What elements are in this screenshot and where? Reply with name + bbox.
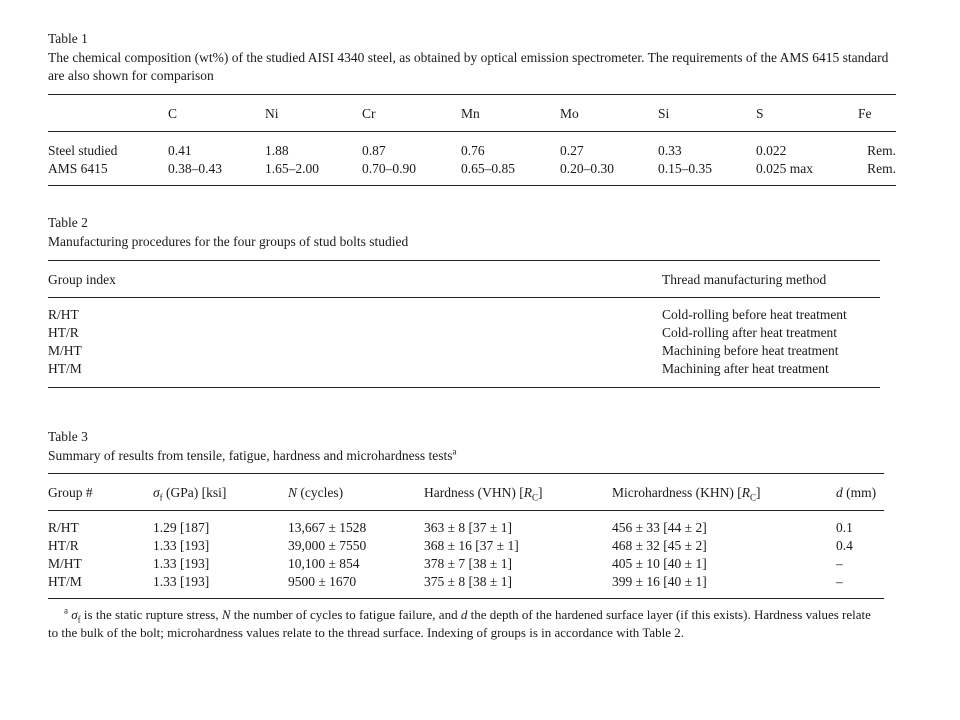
t3-microhardness: 468 ± 32 [45 ± 2] [612,538,707,553]
table-1-caption: The chemical composition (wt%) of the studied AISI 4340 steel, as obtained by optical emission spectrometer. The requirements of the AMS 6415 standard are also shown for comparison [48,50,889,83]
t3-header-sigma: $\sigma_f$ (GPa) [ksi] [153,485,227,503]
t2-method: Machining before heat treatment [662,343,839,358]
t3-group: HT/M [48,574,82,589]
t1-header-s: S [756,106,764,121]
table-3-caption-footnote-mark: a [452,446,457,457]
table-3 [48,428,884,678]
footnote-mark: a [64,605,68,616]
t2-header-group: Group index [48,272,116,287]
table-1 [48,30,896,190]
t3-depth: 0.4 [836,538,853,553]
t1-cell: 0.70–0.90 [362,161,416,176]
table-2-label: Table 2 [48,215,88,230]
t2-method: Cold-rolling before heat treatment [662,307,847,322]
t3-hardness: 368 ± 16 [37 ± 1] [424,538,519,553]
t3-depth: 0.1 [836,520,853,535]
t1-cell: 0.025 max [756,161,813,176]
t3-cycles: 10,100 ± 854 [288,556,360,571]
t3-header-cycles: N (cycles) [288,485,344,500]
t1-row-label: Steel studied [48,143,118,158]
t3-group: HT/R [48,538,79,553]
t3-microhardness: 399 ± 16 [40 ± 1] [612,574,707,589]
t2-header-method: Thread manufacturing method [662,272,827,287]
t3-cycles: 39,000 ± 7550 [288,538,367,553]
table-3-caption [48,447,457,465]
t1-header-mo: Mo [560,106,579,121]
table-3-top-rule [48,473,884,474]
t3-depth: – [836,556,843,571]
t3-hardness: 378 ± 7 [38 ± 1] [424,556,512,571]
t3-sigma: 1.33 [193] [153,556,210,571]
t1-cell: 0.87 [362,143,386,158]
t2-group: R/HT [48,307,79,322]
t3-header-hardness: Hardness (VHN) $[R_C]$ [424,485,543,503]
t1-header-c: C [168,106,178,121]
table-2-caption: Manufacturing procedures for the four groups of stud bolts studied [48,234,409,249]
t1-cell: 0.27 [560,143,584,158]
t1-cell: 0.33 [658,143,682,158]
t1-header-ni: Ni [265,106,279,121]
t1-cell: Rem. [867,161,896,176]
t3-hardness: 375 ± 8 [38 ± 1] [424,574,512,589]
t1-cell: 0.76 [461,143,485,158]
t3-sigma: 1.33 [193] [153,574,210,589]
table-3-bottom-rule [48,598,884,599]
t1-cell: Rem. [867,143,896,158]
t2-group: HT/R [48,325,79,340]
t1-cell: 1.88 [265,143,289,158]
table-2 [48,214,880,394]
t3-cycles: 13,667 ± 1528 [288,520,367,535]
t1-header-fe: Fe [858,106,872,121]
table-3-mid-rule [48,510,884,511]
t1-cell: 0.20–0.30 [560,161,614,176]
t1-row-label: AMS 6415 [48,161,108,176]
t1-header-mn: Mn [461,106,480,121]
t3-cycles: 9500 ± 1670 [288,574,357,589]
t3-group: M/HT [48,556,82,571]
t3-group: R/HT [48,520,79,535]
t3-header-depth: d (mm) [836,485,877,500]
t1-cell: 0.022 [756,143,787,158]
t1-cell: 1.65–2.00 [265,161,319,176]
t3-hardness: 363 ± 8 [37 ± 1] [424,520,512,535]
t2-method: Machining after heat treatment [662,361,829,376]
table-2-bottom-rule [48,387,880,388]
t2-method: Cold-rolling after heat treatment [662,325,838,340]
table-3-label: Table 3 [48,429,88,444]
table-3-caption-text: Summary of results from tensile, fatigue, hardness and microhardness tests [48,448,453,463]
t3-microhardness: 456 ± 33 [44 ± 2] [612,520,707,535]
t1-cell: 0.41 [168,143,192,158]
table-1-top-rule [48,94,896,95]
t3-header-group: Group # [48,485,93,500]
table-1-mid-rule [48,131,896,132]
t1-header-cr: Cr [362,106,376,121]
t3-sigma: 1.29 [187] [153,520,210,535]
t2-group: M/HT [48,343,82,358]
t2-group: HT/M [48,361,82,376]
t1-cell: 0.65–0.85 [461,161,515,176]
table-1-bottom-rule [48,185,896,186]
table-3-footnote: $^a$ $\sigma_f$ is the static rupture stress, N the number of cycles to fatigue failure, and d the depth of the hardened surface layer (if this exists). Hardness values relate to the bulk of the bolt; microhardness values relate to the thread surface. Indexing of groups is in accordance with Table 2. [48,605,871,640]
t3-header-microhardness: Microhardness (KHN) $[R_C]$ [612,485,761,503]
t3-sigma: 1.33 [193] [153,538,210,553]
table-2-mid-rule [48,297,880,298]
t1-cell: 0.15–0.35 [658,161,712,176]
t3-microhardness: 405 ± 10 [40 ± 1] [612,556,707,571]
t1-cell: 0.38–0.43 [168,161,222,176]
t1-header-si: Si [658,106,670,121]
table-1-label: Table 1 [48,31,88,46]
t3-depth: – [836,574,843,589]
table-2-top-rule [48,260,880,261]
